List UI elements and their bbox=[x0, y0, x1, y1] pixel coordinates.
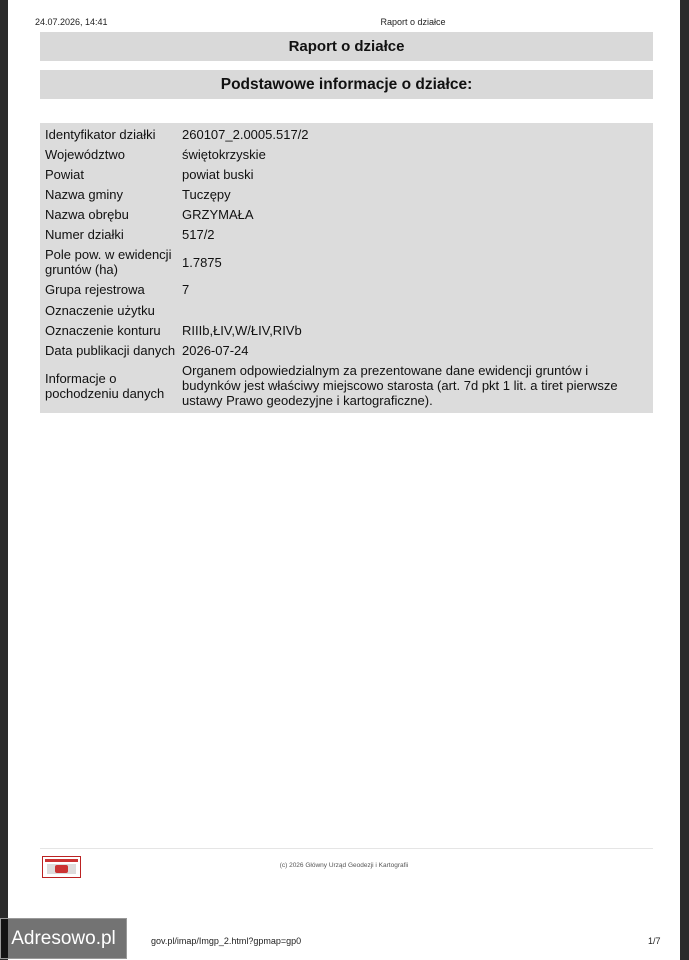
field-value: powiat buski bbox=[182, 167, 254, 182]
field-value: 260107_2.0005.517/2 bbox=[182, 127, 309, 142]
section-title: Podstawowe informacje o działce: bbox=[40, 70, 653, 99]
info-row bbox=[40, 125, 653, 145]
field-label: Informacje o pochodzeniu danych bbox=[45, 370, 165, 401]
field-value: 517/2 bbox=[182, 227, 215, 242]
report-title: Raport o działce bbox=[40, 32, 653, 61]
field-label: Województwo bbox=[45, 147, 125, 162]
field-label: Data publikacji danych bbox=[45, 343, 176, 358]
info-row bbox=[40, 341, 653, 361]
info-row bbox=[40, 205, 653, 225]
field-label: Numer działki bbox=[45, 227, 124, 242]
field-value: RIIIb,ŁIV,W/ŁIV,RIVb bbox=[182, 323, 302, 338]
footer-divider bbox=[40, 848, 653, 849]
field-value: świętokrzyskie bbox=[182, 147, 266, 162]
field-value: GRZYMAŁA bbox=[182, 207, 254, 222]
print-header-title: Raport o działce bbox=[380, 17, 446, 27]
info-row bbox=[40, 185, 653, 205]
field-value: Organem odpowiedzialnym za prezentowane dane ewidencji gruntów i budynków jest właściwy miejscowo starosta (art. 7d pkt 1 lit. a tiret pierwsze ustawy Prawo geodezyjne i kartograficzne). bbox=[182, 363, 618, 408]
field-label: Identyfikator działki bbox=[45, 127, 156, 142]
info-row bbox=[40, 280, 653, 300]
footer-copyright: (c) 2026 Główny Urząd Geodezji i Kartografii bbox=[279, 862, 409, 869]
field-label: Powiat bbox=[45, 167, 85, 182]
field-label: Nazwa obrębu bbox=[45, 207, 129, 222]
field-label: Oznaczenie konturu bbox=[45, 323, 161, 338]
report-page bbox=[8, 0, 680, 960]
footer-url: gov.pl/imap/Imgp_2.html?gpmap=gp0 bbox=[151, 936, 302, 946]
field-label: Grupa rejestrowa bbox=[45, 282, 145, 297]
info-row bbox=[40, 321, 653, 341]
info-row bbox=[40, 225, 653, 245]
field-label: Nazwa gminy bbox=[45, 187, 124, 202]
parcel-info-table bbox=[40, 123, 653, 413]
page-number: 1/7 bbox=[648, 936, 661, 946]
field-value: Tuczępy bbox=[182, 187, 231, 202]
info-row bbox=[40, 300, 653, 321]
field-value: 7 bbox=[182, 282, 190, 297]
info-row bbox=[40, 361, 653, 411]
info-row bbox=[40, 145, 653, 165]
field-value: 1.7875 bbox=[182, 254, 222, 270]
field-label: Pole pow. w ewidencji gruntów (ha) bbox=[45, 247, 172, 277]
field-label: Oznaczenie użytku bbox=[45, 302, 155, 318]
info-row bbox=[40, 245, 653, 280]
print-datetime: 24.07.2026, 14:41 bbox=[35, 17, 108, 27]
watermark-badge: Adresowo.pl bbox=[0, 918, 127, 959]
field-value: 2026-07-24 bbox=[182, 343, 249, 358]
info-row bbox=[40, 165, 653, 185]
